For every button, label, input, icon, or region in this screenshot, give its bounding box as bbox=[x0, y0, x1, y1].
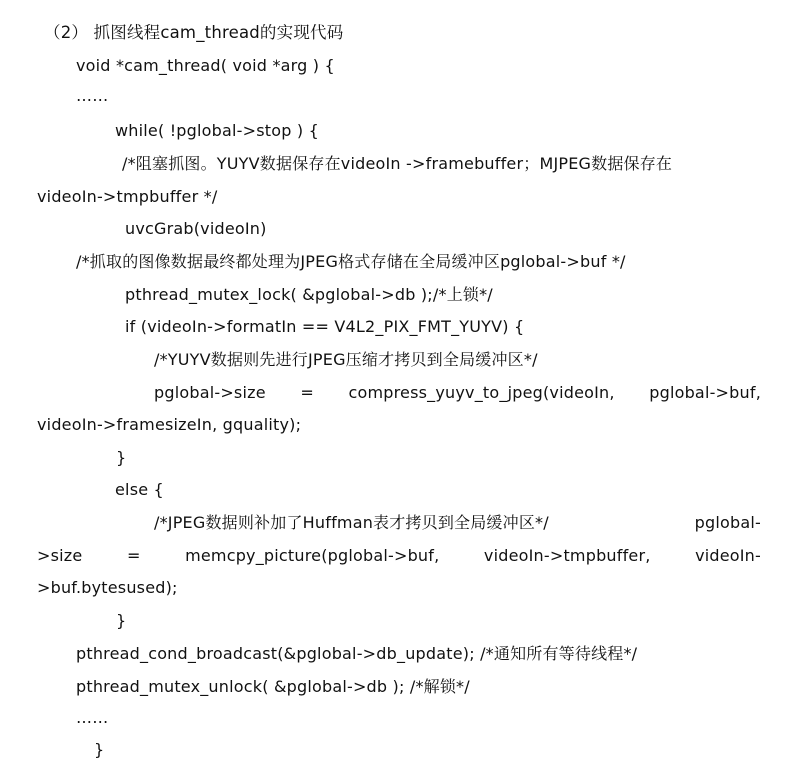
code-comment-jpeg-huffman bbox=[154, 513, 761, 533]
code-line-while: while( !pglobal->stop ) { bbox=[115, 121, 319, 140]
code-token: = bbox=[300, 383, 314, 402]
code-line-close-brace: } bbox=[94, 740, 105, 759]
code-token: compress_yuyv_to_jpeg(videoIn, bbox=[348, 383, 615, 402]
code-token: videoIn->tmpbuffer, bbox=[483, 546, 651, 565]
code-comment-jpeg-storage: /*抓取的图像数据最终都处理为JPEG格式存储在全局缓冲区pglobal->buf */ bbox=[76, 252, 626, 271]
code-token: pglobal->size bbox=[154, 383, 266, 402]
code-line-mutex-lock: pthread_mutex_lock( &pglobal->db );/*上锁*/ bbox=[125, 285, 493, 304]
code-line-memcpy-args: >buf.bytesused); bbox=[37, 578, 178, 597]
code-line-compress-args: videoIn->framesizeIn, gquality); bbox=[37, 415, 302, 434]
code-line-cond-broadcast: pthread_cond_broadcast(&pglobal->db_update); /*通知所有等待线程*/ bbox=[76, 644, 638, 663]
code-token: videoIn- bbox=[695, 546, 761, 565]
code-line-memcpy-call bbox=[37, 546, 761, 566]
code-line-function-signature: void *cam_thread( void *arg ) { bbox=[76, 56, 335, 75]
code-token: pglobal->buf, bbox=[649, 383, 761, 402]
code-comment-blocking-grab: /*阻塞抓图。YUYV数据保存在videoIn ->framebuffer；MJPEG数据保存在 bbox=[122, 154, 673, 173]
code-line-else: else { bbox=[115, 480, 164, 499]
code-line-close-brace: } bbox=[116, 448, 127, 467]
code-line-uvcgrab: uvcGrab(videoIn) bbox=[125, 219, 267, 238]
code-token: pglobal- bbox=[694, 513, 761, 532]
code-line-if-yuyv: if (videoIn->formatIn == V4L2_PIX_FMT_YUYV) { bbox=[125, 317, 525, 336]
code-token: /*JPEG数据则补加了Huffman表才拷贝到全局缓冲区*/ bbox=[154, 513, 549, 532]
code-line-ellipsis: …… bbox=[76, 708, 109, 727]
code-token: memcpy_picture(pglobal->buf, bbox=[185, 546, 440, 565]
code-token: >size bbox=[37, 546, 83, 565]
code-comment-yuyv-compress: /*YUYV数据则先进行JPEG压缩才拷贝到全局缓冲区*/ bbox=[154, 350, 538, 369]
code-comment-continuation: videoIn->tmpbuffer */ bbox=[37, 187, 218, 206]
code-token: = bbox=[126, 546, 141, 565]
code-line-mutex-unlock: pthread_mutex_unlock( &pglobal->db ); /*解锁*/ bbox=[76, 677, 470, 696]
section-heading: （2） 抓图线程cam_thread的实现代码 bbox=[44, 23, 344, 42]
code-line-compress-call bbox=[154, 383, 761, 403]
code-line-ellipsis: …… bbox=[76, 86, 109, 105]
code-line-close-brace: } bbox=[116, 611, 127, 630]
